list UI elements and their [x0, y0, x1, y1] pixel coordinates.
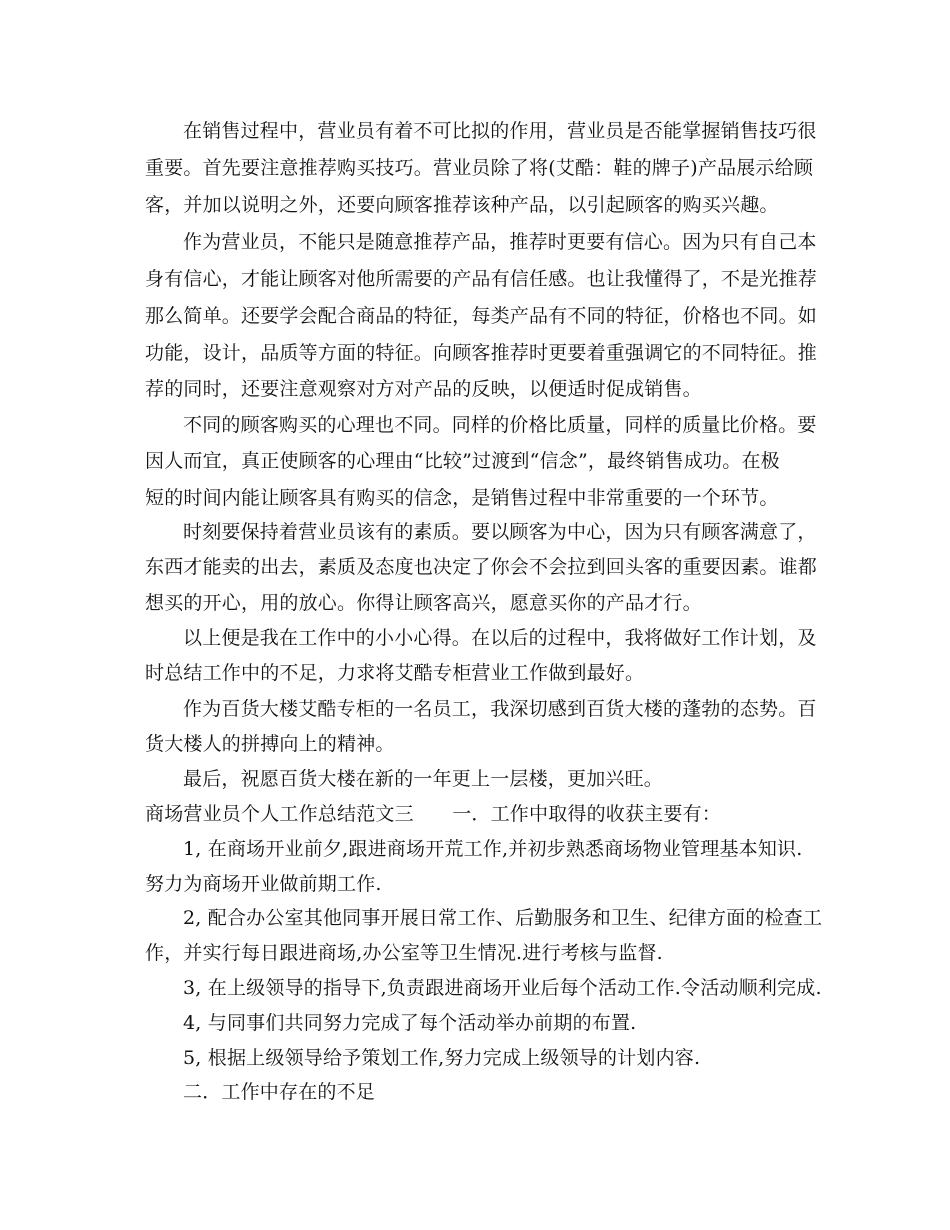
body-text-line: 最后，祝愿百货大楼在新的一年更上一层楼，更加兴旺。 [183, 768, 664, 790]
body-text-line: 那么简单。还要学会配合商品的特征，每类产品有不同的特征，价格也不同。如 [145, 305, 818, 327]
list-item-text: 4, 与同事们共同努力完成了每个活动举办前期的布置. [183, 1012, 637, 1034]
body-text-line: 时刻要保持着营业员该有的素质。要以顾客为中心，因为只有顾客满意了， [183, 521, 817, 543]
body-text-line: 时总结工作中的不足，力求将艾酷专柜营业工作做到最好。 [145, 662, 645, 684]
body-text-line: 因人而宜，真正使顾客的心理由“比较”过渡到“信念”，最终销售成功。在极 [145, 450, 780, 472]
section-heading: 商场营业员个人工作总结范文三 一．工作中取得的收获主要有： [145, 803, 722, 825]
body-text-line: 荐的同时，还要注意观察对方对产品的反映，以便适时促成销售。 [145, 378, 702, 400]
list-item-text: 3, 在上级领导的指导下,负责跟进商场开业后每个活动工作.令活动顺利完成. [183, 977, 822, 999]
body-text-line: 以上便是我在工作中的小小心得。在以后的过程中，我将做好工作计划，及 [183, 627, 817, 649]
body-text-line: 短的时间内能让顾客具有购买的信念，是销售过程中非常重要的一个环节。 [145, 487, 779, 509]
list-item-text: 5, 根据上级领导给予策划工作,努力完成上级领导的计划内容. [183, 1047, 701, 1069]
body-text-line: 身有信心，才能让顾客对他所需要的产品有信任感。也让我懂得了，不是光推荐 [145, 268, 818, 290]
body-text-line: 货大楼人的拼搏向上的精神。 [145, 733, 395, 755]
list-item-text: 2, 配合办公室其他同事开展日常工作、后勤服务和卫生、纪律方面的检查工 [183, 907, 823, 929]
body-text-line: 东西才能卖的出去，素质及态度也决定了你会不会拉到回头客的重要因素。谁都 [145, 556, 818, 578]
list-item-text: 作，并实行每日跟进商场,办公室等卫生情况.进行考核与监督. [145, 942, 663, 964]
body-text-line: 客，并加以说明之外，还要向顾客推荐该种产品，以引起顾客的购买兴趣。 [145, 194, 779, 216]
body-text-line: 作为百货大楼艾酷专柜的一名员工，我深切感到百货大楼的蓬勃的态势。百 [183, 698, 817, 720]
list-item-text: 努力为商场开业做前期工作. [145, 873, 382, 895]
body-text-line: 作为营业员，不能只是随意推荐产品，推荐时更要有信心。因为只有自己本 [183, 231, 817, 253]
body-text-line: 功能，设计，品质等方面的特征。向顾客推荐时更要着重强调它的不同特征。推 [145, 342, 818, 364]
list-item-text: 1, 在商场开业前夕,跟进商场开荒工作,并初步熟悉商场物业管理基本知识. [183, 838, 803, 860]
body-text-line: 重要。首先要注意推荐购买技巧。营业员除了将(艾酷：鞋的牌子)产品展示给顾 [145, 157, 814, 179]
body-text-line: 想买的开心，用的放心。你得让顾客高兴，愿意买你的产品才行。 [145, 592, 702, 614]
section-heading: 二．工作中存在的不足 [183, 1081, 376, 1103]
body-text-line: 在销售过程中，营业员有着不可比拟的作用，营业员是否能掌握销售技巧很 [183, 120, 817, 142]
body-text-line: 不同的顾客购买的心理也不同。同样的价格比质量，同样的质量比价格。要 [183, 414, 817, 436]
